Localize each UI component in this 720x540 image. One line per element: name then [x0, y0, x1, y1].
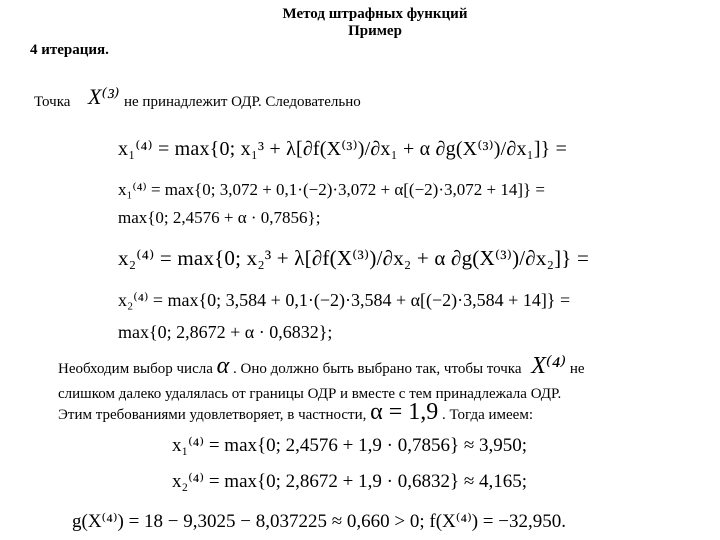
- result-3: g(X⁽⁴⁾) = 18 − 9,3025 − 8,037225 ≈ 0,660 > 0; f(X⁽⁴⁾) = −32,950.: [72, 511, 566, 532]
- paragraph-line-3: [58, 399, 533, 425]
- equation-1: x₁⁽⁴⁾ = max{0; x₁³ + λ[∂f(X⁽³⁾)/∂x₁ + α ∂g(X⁽³⁾)/∂x₁]} =: [118, 138, 568, 160]
- title-line-1: Метод штрафных функций: [282, 6, 468, 22]
- iteration-label: 4 итерация.: [30, 42, 109, 58]
- alpha-value: α = 1,9: [370, 399, 439, 425]
- paragraph-text: Этим требованиями удовлетворяет, в частности,: [58, 407, 367, 423]
- result-1: x₁⁽⁴⁾ = max{0; 2,4576 + 1,9 · 0,7856} ≈ 3,950;: [172, 435, 528, 456]
- equation-4: x₂⁽⁴⁾ = max{0; x₂³ + λ[∂f(X⁽³⁾)/∂x₂ + α ∂g(X⁽³⁾)/∂x₂]} =: [118, 246, 590, 270]
- title-line-2: Пример: [348, 23, 402, 39]
- result-2: x₂⁽⁴⁾ = max{0; 2,8672 + 1,9 · 0,6832} ≈ 4,165;: [172, 471, 528, 492]
- alpha-symbol: α: [216, 353, 230, 379]
- paragraph-text: не: [569, 361, 585, 377]
- intro-word: Точка: [34, 94, 71, 110]
- slide-title: [225, 6, 525, 40]
- paragraph-line-1: [58, 353, 585, 379]
- x4-symbol: X⁽⁴⁾: [531, 353, 567, 379]
- paragraph-text: Необходим выбор числа: [58, 361, 213, 377]
- paragraph-text: . Тогда имеем:: [442, 407, 533, 423]
- equation-6: max{0; 2,8672 + α · 0,6832};: [118, 322, 333, 342]
- equation-5: x₂⁽⁴⁾ = max{0; 3,584 + 0,1·(−2)·3,584 + α[(−2)·3,584 + 14]} =: [118, 290, 571, 310]
- paragraph-line-2: слишком далеко удалялась от границы ОДР и вместе с тем принадлежала ОДР.: [58, 386, 562, 402]
- intro-rest: не принадлежит ОДР. Следовательно: [124, 94, 361, 110]
- equation-3: max{0; 2,4576 + α · 0,7856};: [118, 208, 321, 227]
- equation-2: x₁⁽⁴⁾ = max{0; 3,072 + 0,1·(−2)·3,072 + α[(−2)·3,072 + 14]} =: [118, 180, 545, 199]
- paragraph-text: . Оно должно быть выбрано так, чтобы точка: [232, 361, 522, 377]
- intro-symbol: X⁽³⁾: [88, 84, 120, 109]
